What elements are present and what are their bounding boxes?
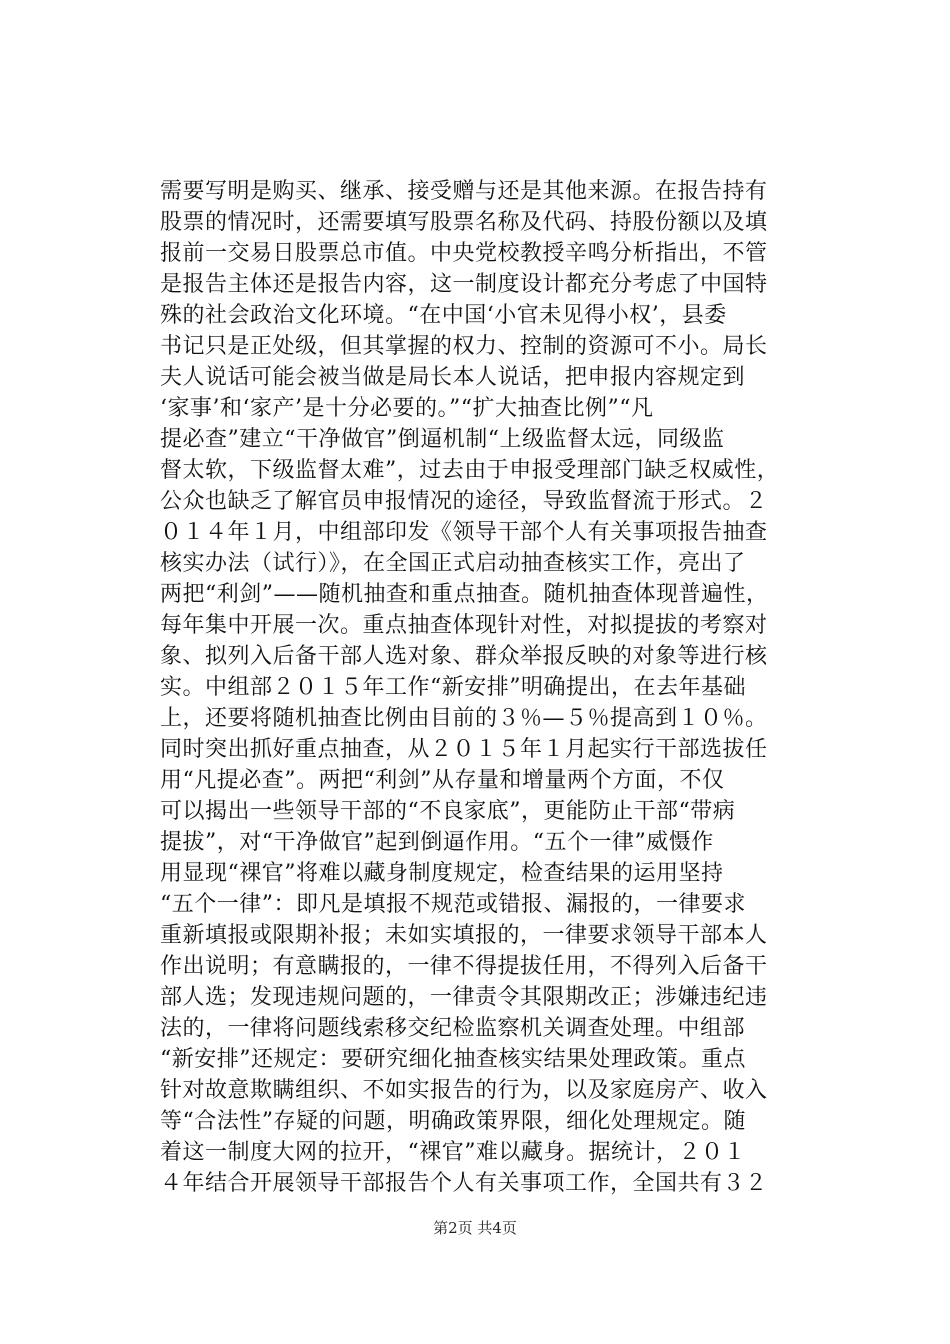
text-line: 书记只是正处级，但其掌握的权力、控制的资源可不小。局长 <box>160 334 768 359</box>
text-line: 是报告主体还是报告内容，这一制度设计都充分考虑了中国特 <box>160 272 768 297</box>
text-line: 实。中组部２０１５年工作“新安排”明确提出，在去年基础 <box>160 675 746 700</box>
text-line: “五个一律”：即凡是填报不规范或错报、漏报的，一律要求 <box>160 892 746 917</box>
text-line: 同时突出抓好重点抽查，从２０１５年１月起实行干部选拔任 <box>160 737 768 762</box>
text-line: 核实办法（试行）》，在全国正式启动抽查核实工作，亮出了 <box>160 551 746 576</box>
text-line: 公众也缺乏了解官员申报情况的途径，导致监督流于形式。２ <box>160 489 768 514</box>
text-line: 两把“利剑”——随机抽查和重点抽查。随机抽查体现普遍性， <box>160 582 769 607</box>
text-line: 象、拟列入后备干部人选对象、群众举报反映的对象等进行核 <box>160 644 768 669</box>
text-line: 重新填报或限期补报；未如实填报的，一律要求领导干部本人 <box>160 923 768 948</box>
text-line: 督太软，下级监督太难”，过去由于申报受理部门缺乏权威性， <box>160 458 780 483</box>
text-line: 提必查”建立“干净做官”倒逼机制“上级监督太远，同级监 <box>160 427 725 452</box>
text-line: 针对故意欺瞒组织、不如实报告的行为，以及家庭房产、收入 <box>160 1078 768 1103</box>
text-line: 上，还要将随机抽查比例由目前的３％—５％提高到１０％。 <box>160 706 768 731</box>
text-line: ４年结合开展领导干部报告个人有关事项工作，全国共有３２ <box>160 1171 768 1196</box>
text-line: 作出说明；有意瞒报的，一律不得提拔任用，不得列入后备干 <box>160 954 768 979</box>
text-line: 每年集中开展一次。重点抽查体现针对性，对拟提拔的考察对 <box>160 613 768 638</box>
page-footer: 第2页 共4页 <box>433 1219 517 1237</box>
text-line: 报前一交易日股票总市值。中央党校教授辛鸣分析指出，不管 <box>160 241 768 266</box>
text-line: 等“合法性”存疑的问题，明确政策界限，细化处理规定。随 <box>160 1109 746 1134</box>
text-line: 夫人说话可能会被当做是局长本人说话，把申报内容规定到 <box>160 365 746 390</box>
text-line: 殊的社会政治文化环境。“在中国‘小官未见得小权’，县委 <box>160 303 727 328</box>
text-line: 用“凡提必查”。两把“利剑”从存量和增量两个方面，不仅 <box>160 768 725 793</box>
text-line: “新安排”还规定：要研究细化抽查核实结果处理政策。重点 <box>160 1047 746 1072</box>
text-line: ‘家事’和‘家产’是十分必要的。”“扩大抽查比例”“凡 <box>160 396 654 421</box>
text-line: 可以揭出一些领导干部的“不良家底”，更能防止干部“带病 <box>160 799 736 824</box>
text-line: 着这一制度大网的拉开，“裸官”难以藏身。据统计，２０１ <box>160 1140 746 1165</box>
text-line: 需要写明是购买、继承、接受赠与还是其他来源。在报告持有 <box>160 179 768 204</box>
text-line: 法的，一律将问题线索移交纪检监察机关调查处理。中组部 <box>160 1016 746 1041</box>
text-line: 股票的情况时，还需要填写股票名称及代码、持股份额以及填 <box>160 210 768 235</box>
text-line: 部人选；发现违规问题的，一律责令其限期改正；涉嫌违纪违 <box>160 985 768 1010</box>
text-line: 用显现“裸官”将难以藏身制度规定，检查结果的运用坚持 <box>160 861 724 886</box>
body-text <box>160 176 850 1199</box>
text-line: 提拔”，对“干净做官”起到倒逼作用。“五个一律”威慑作 <box>160 830 714 855</box>
text-line: ０１４年１月，中组部印发《领导干部个人有关事项报告抽查 <box>160 520 768 545</box>
